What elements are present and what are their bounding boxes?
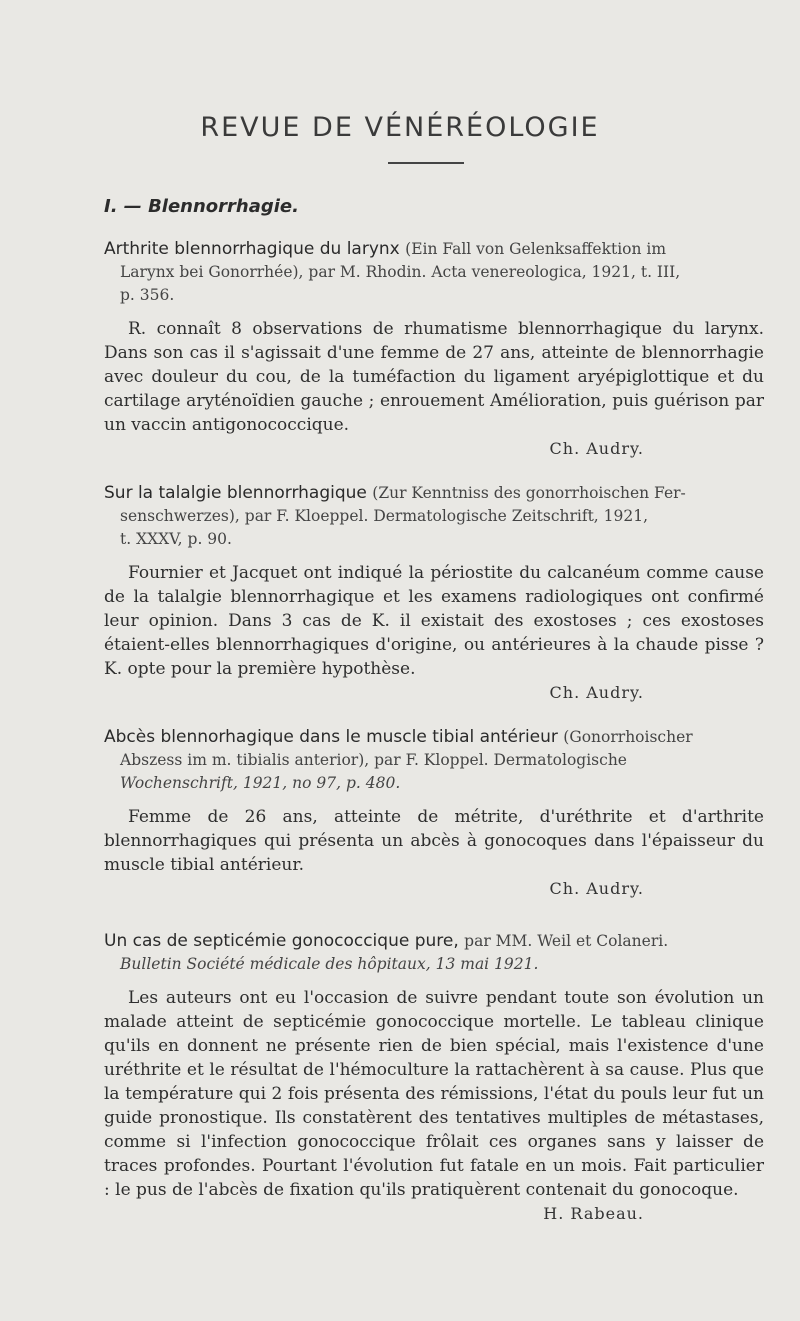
article-3-header xyxy=(104,726,764,795)
article-4-header xyxy=(104,930,764,976)
article-4-author: H. Rabeau. xyxy=(543,1204,644,1223)
article-2 xyxy=(104,482,764,705)
article-2-ref-3: t. XXXV, p. 90. xyxy=(120,530,232,548)
article-2-author: Ch. Audry. xyxy=(549,683,644,702)
article-1 xyxy=(104,238,764,461)
article-1-body: R. connaît 8 observations de rhumatisme blennorrhagique du larynx. Dans son cas il s'agissait d'une femme de 27 ans, atteinte de blennorrhagie avec douleur du cou, de la tuméfaction du ligament aryépiglottique et du cartilage aryténoïdien gauche ; enrouement Amélioration, puis guérison par un vaccin antigonococcique. xyxy=(104,319,764,435)
page-title: REVUE DE VÉNÉRÉOLOGIE xyxy=(200,112,600,143)
article-1-header xyxy=(104,238,764,307)
article-2-body: Fournier et Jacquet ont indiqué la périostite du calcanéum comme cause de la talalgie blennorrhagique et les examens radiologiques ont confirmé leur opinion. Dans 3 cas de K. il existait des exostoses ; ces exostoses étaient-elles blennorrhagiques d'origine, ou antérieures à la chaude pisse ? K. opte pour la première hypothèse. xyxy=(104,563,764,679)
article-4-title: Un cas de septicémie gonococcique pure, xyxy=(104,931,459,951)
article-2-header xyxy=(104,482,764,551)
article-1-author: Ch. Audry. xyxy=(549,439,644,458)
section-heading: I. — Blennorrhagie. xyxy=(104,196,299,217)
article-4-ref-1: par MM. Weil et Colaneri. xyxy=(464,932,669,950)
article-3 xyxy=(104,726,764,901)
article-1-ref-1: (Ein Fall von Gelenksaffektion im xyxy=(405,240,667,258)
article-2-ref-1: (Zur Kenntniss des gonorrhoischen Fer- xyxy=(372,484,686,502)
article-3-body: Femme de 26 ans, atteinte de métrite, d'uréthrite et d'arthrite blennorrhagiques qui présenta un abcès à gonocoques dans l'épaisseur du muscle tibial antérieur. xyxy=(104,807,764,875)
article-3-ref-2: Abszess im m. tibialis anterior), par F. Kloppel. Dermatologische xyxy=(120,751,627,769)
article-3-ref-3: Wochenschrift, 1921, no 97, p. 480. xyxy=(120,774,401,792)
article-1-ref-3: p. 356. xyxy=(120,286,175,304)
article-1-ref-2: Larynx bei Gonorrhée), par M. Rhodin. Acta venereologica, 1921, t. III, xyxy=(120,263,681,281)
article-2-title: Sur la talalgie blennorrhagique xyxy=(104,483,367,503)
article-3-title: Abcès blennorhagique dans le muscle tibial antérieur xyxy=(104,727,558,747)
article-4-ref-2: Bulletin Société médicale des hôpitaux, 13 mai 1921. xyxy=(120,955,539,973)
article-3-author: Ch. Audry. xyxy=(549,879,644,898)
article-4 xyxy=(104,930,764,1226)
article-2-ref-2: senschwerzes), par F. Kloeppel. Dermatologische Zeitschrift, 1921, xyxy=(120,507,649,525)
article-1-title: Arthrite blennorrhagique du larynx xyxy=(104,239,400,259)
article-3-ref-1: (Gonorrhoischer xyxy=(563,728,693,746)
title-divider xyxy=(388,162,464,164)
article-4-body: Les auteurs ont eu l'occasion de suivre pendant toute son évolution un malade atteint de septicémie gonococcique mortelle. Le tableau clinique qu'ils en donnent ne présente rien de bien spécial, mais l'existence d'une uréthrite et le résultat de l'hémoculture la rattachèrent à sa cause. Plus que la température qui 2 fois présenta des rémissions, l'état du pouls leur fut un guide pronostique. Ils constatèrent des tentatives multiples de métastases, comme si l'infection gonococcique frôlait ces organes sans y laisser de traces profondes. Pourtant l'évolution fut fatale en un mois. Fait particulier : le pus de l'abcès de fixation qu'ils pratiquèrent contenait du gonocoque. xyxy=(104,988,764,1200)
